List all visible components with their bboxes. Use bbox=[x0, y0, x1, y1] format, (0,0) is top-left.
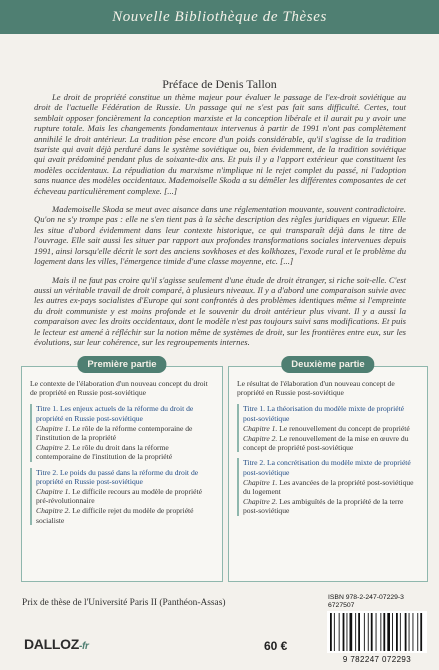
barcode bbox=[327, 611, 427, 653]
preface-paragraph: Mademoiselle Skoda se meut avec aisance dans une réglementation mouvante, souvent contradictoire. Qu'on ne s'y trompe pas : elle ne s'en tient pas à la sèche description des règles juridiques en vigueur. Elle les situe d'abord évidemment dans leur contexte historique, ce qui transparaît déjà dans le titre de l'ouvrage. Elle sait aussi les situer par rapport aux profondes transformations sociales intervenues depuis 1991, ainsi lorsqu'elle décrit le sort des anciens sovkhoses et des kolkhozes, l'exode rural et le problème du logement dans les villes, l'émergence timide d'une classe moyenne, etc. [...] bbox=[34, 204, 406, 267]
chapitre-text: Le renouvellement de la mise en œuvre du concept de propriété post-soviétique bbox=[243, 434, 409, 453]
chapitre-text: Les ambiguïtés de la propriété de la terre post-soviétique bbox=[243, 497, 404, 516]
chapitre-item bbox=[243, 424, 419, 433]
preface-paragraph: Le droit de propriété constitue un thème majeur pour évaluer le passage de l'ex-droit soviétique au droit de l'actuelle Fédération de Russie. Un passage qui ne s'est pas fait sans difficulté. Certes, tout semblait opposer foncièrement la conception marxiste et la conception libérale et il aurait pu y avoir une rupture totale. Mais les changements fondamentaux intervenus à partir de 1991 n'ont pas complètement annihilé le droit antérieur. La tradition pèse encore d'un poids considérable, qu'il s'agisse de la tradition tsariste qui avait déjà perduré dans le système soviétique ou, bien évidemment, de la tradition soviétique qui avait prédominé pendant plus de soixante-dix ans. Et puis il y a l'apport extérieur que constituent les modèles occidentaux. La répudiation du marxisme n'implique ni le rejet complet du passé, ni l'adoption sans nuance des modèles occidentaux. Mademoiselle Skoda a su démêler les différentes composantes de cet écheveau particulièrement complexe. [...] bbox=[34, 92, 406, 196]
chapitre-item bbox=[243, 497, 419, 515]
isbn-number: ISBN 978-2-247-07229-3 bbox=[328, 594, 404, 601]
chapitre-number: Chapitre 1. bbox=[243, 477, 278, 487]
chapitre-text: Les avancées de la propriété post-soviétique du logement bbox=[243, 477, 414, 497]
chapitre-item bbox=[243, 434, 419, 452]
series-banner bbox=[0, 0, 439, 34]
part-two-titre-2 bbox=[237, 458, 419, 515]
publisher-logo bbox=[24, 636, 89, 658]
chapitre-item bbox=[36, 443, 214, 461]
titre-label: Titre 2. La concrétisation du modèle mixte de propriété post-soviétique bbox=[243, 458, 411, 477]
chapitre-item bbox=[36, 424, 214, 442]
chapitre-number: Chapitre 1. bbox=[36, 487, 71, 497]
part-two-box bbox=[228, 359, 428, 582]
isbn-block bbox=[328, 594, 426, 610]
chapitre-item bbox=[243, 478, 419, 496]
publisher-name: DALLOZ bbox=[24, 636, 79, 652]
chapitre-text: Le rôle de la réforme contemporaine de l'institution de la propriété bbox=[36, 423, 193, 443]
chapitre-text: Le rôle du droit dans la réforme contemporaine de l'institution de la propriété bbox=[36, 443, 173, 462]
part-two-titre-1 bbox=[237, 404, 419, 452]
chapitre-number: Chapitre 1. bbox=[243, 423, 278, 433]
part-two-context: Le résultat de l'élaboration d'un nouveau concept de propriété en Russie post-soviétique bbox=[237, 379, 395, 398]
chapitre-number: Chapitre 2. bbox=[243, 497, 278, 507]
part-one-tag: Première partie bbox=[77, 356, 166, 373]
chapitre-item bbox=[36, 487, 214, 505]
product-code: 6727507 bbox=[328, 602, 355, 609]
book-price: 60 € bbox=[264, 639, 288, 653]
chapitre-number: Chapitre 2. bbox=[243, 434, 278, 444]
preface-text bbox=[34, 92, 406, 355]
part-two-tag: Deuxième partie bbox=[281, 356, 374, 373]
part-one-titre-1 bbox=[30, 404, 214, 461]
chapitre-text: Le difficile recours au modèle de propriété pré-révolutionnaire bbox=[36, 487, 202, 506]
chapitre-number: Chapitre 2. bbox=[36, 443, 71, 453]
publisher-suffix: -fr bbox=[78, 641, 89, 652]
titre-label: Titre 1. La théorisation du modèle mixte de propriété post-soviétique bbox=[243, 404, 405, 423]
preface-title: Préface de Denis Tallon bbox=[162, 77, 277, 91]
titre-label: Titre 1. Les enjeux actuels de la réforme du droit de propriété en Russie post-soviétique bbox=[36, 404, 194, 423]
preface-paragraph: Mais il ne faut pas croire qu'il s'agisse seulement d'une étude de droit étranger, si riche soit-elle. C'est aussi un véritable travail de droit comparé, à plusieurs niveaux. Il y a d'abord une comparaison suivie avec les autres ex-pays socialistes d'Europe qui sont confrontés à des problèmes identiques même si l'empreinte du droit communiste y est moins profonde et le souvenir du droit antérieur plus vivant. Il y a aussi la comparaison avec les droits occidentaux, dont le modèle n'est pas toujours suivi sans modifications. Et puis le lecteur est amené à réfléchir sur la notion même de systèmes de droit, sur les frontières entre eux, sur les évolutions, sur leur cohérence, sur les regroupements internes. bbox=[34, 274, 406, 347]
chapitre-text: Le renouvellement du concept de propriété bbox=[279, 423, 410, 433]
titre-label: Titre 2. Le poids du passé dans la réforme du droit de propriété en Russie post-soviétique bbox=[36, 467, 199, 486]
prize-note: Prix de thèse de l'Université Paris II (Panthéon-Assas) bbox=[22, 598, 226, 608]
chapitre-number: Chapitre 2. bbox=[36, 506, 71, 516]
chapitre-item bbox=[36, 506, 214, 524]
chapitre-number: Chapitre 1. bbox=[36, 423, 71, 433]
part-one-box bbox=[21, 359, 223, 582]
barcode-number: 9 782247 072293 bbox=[342, 655, 412, 664]
part-one-context: Le contexte de l'élaboration d'un nouveau concept du droit de propriété en Russie post-soviétique bbox=[30, 379, 208, 398]
chapitre-text: Le difficile rejet du modèle de propriété socialiste bbox=[36, 506, 194, 525]
series-title: Nouvelle Bibliothèque de Thèses bbox=[112, 9, 327, 25]
part-one-titre-2 bbox=[30, 468, 214, 525]
